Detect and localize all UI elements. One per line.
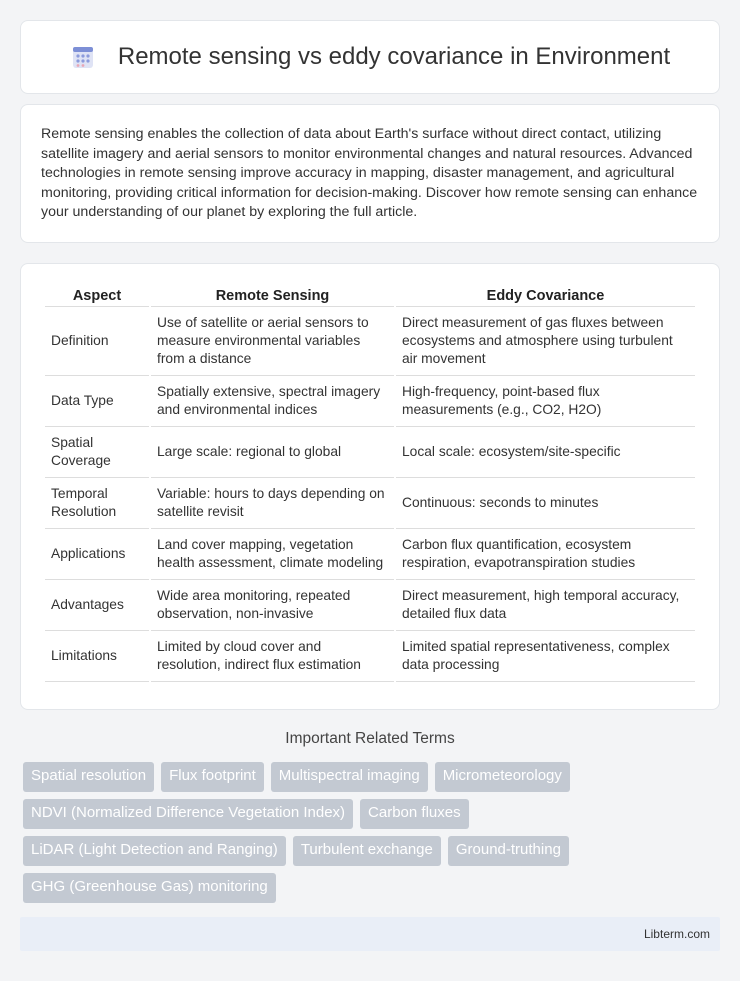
cell-remote-sensing: Variable: hours to days depending on satellite revisit bbox=[151, 478, 394, 529]
cell-eddy-covariance: Direct measurement, high temporal accuracy, detailed flux data bbox=[396, 580, 695, 631]
cell-remote-sensing: Use of satellite or aerial sensors to measure environmental variables from a distance bbox=[151, 307, 394, 376]
cell-aspect: Definition bbox=[45, 307, 149, 376]
related-term-tag[interactable]: LiDAR (Light Detection and Ranging) bbox=[23, 836, 286, 866]
column-header-remote-sensing: Remote Sensing bbox=[151, 284, 394, 307]
cell-eddy-covariance: Local scale: ecosystem/site-specific bbox=[396, 427, 695, 478]
cell-aspect: Temporal Resolution bbox=[45, 478, 149, 529]
related-term-tag[interactable]: Flux footprint bbox=[161, 762, 264, 792]
related-term-tag[interactable]: Spatial resolution bbox=[23, 762, 154, 792]
related-term-tag[interactable]: Turbulent exchange bbox=[293, 836, 441, 866]
document-icon bbox=[70, 44, 96, 70]
cell-aspect: Advantages bbox=[45, 580, 149, 631]
related-term-tag[interactable]: Micrometeorology bbox=[435, 762, 570, 792]
cell-aspect: Applications bbox=[45, 529, 149, 580]
page-title: Remote sensing vs eddy covariance in Environment bbox=[117, 43, 671, 70]
related-term-tag[interactable]: GHG (Greenhouse Gas) monitoring bbox=[23, 873, 276, 903]
table-row bbox=[45, 427, 695, 478]
cell-eddy-covariance: Limited spatial representativeness, complex data processing bbox=[396, 631, 695, 682]
related-term-tag[interactable]: Ground-truthing bbox=[448, 836, 569, 866]
related-term-tag[interactable]: Carbon fluxes bbox=[360, 799, 469, 829]
header-card bbox=[20, 20, 720, 94]
intro-card bbox=[20, 104, 720, 243]
comparison-table bbox=[43, 284, 697, 682]
table-row bbox=[45, 478, 695, 529]
intro-text: Remote sensing enables the collection of data about Earth's surface without direct contact, utilizing satellite imagery and aerial sensors to monitor environmental changes and natural resources. Advanced technologies in remote sensing improve accuracy in mapping, disaster management, and agricultural monitoring, providing critical information for decision-making. Discover how remote sensing can enhance your understanding of our planet by exploring the full article. bbox=[41, 126, 698, 221]
table-row bbox=[45, 529, 695, 580]
comparison-card bbox=[20, 263, 720, 710]
cell-eddy-covariance: High-frequency, point-based flux measurements (e.g., CO2, H2O) bbox=[396, 376, 695, 427]
column-header-eddy-covariance: Eddy Covariance bbox=[396, 284, 695, 307]
cell-aspect: Spatial Coverage bbox=[45, 427, 149, 478]
table-row bbox=[45, 631, 695, 682]
cell-aspect: Data Type bbox=[45, 376, 149, 427]
column-header-aspect: Aspect bbox=[45, 284, 149, 307]
cell-eddy-covariance: Direct measurement of gas fluxes between ecosystems and atmosphere using turbulent air movement bbox=[396, 307, 695, 376]
table-header-row bbox=[45, 284, 695, 307]
footer bbox=[20, 917, 720, 951]
table-row bbox=[45, 580, 695, 631]
cell-eddy-covariance: Carbon flux quantification, ecosystem respiration, evapotranspiration studies bbox=[396, 529, 695, 580]
cell-remote-sensing: Wide area monitoring, repeated observation, non-invasive bbox=[151, 580, 394, 631]
cell-remote-sensing: Spatially extensive, spectral imagery and environmental indices bbox=[151, 376, 394, 427]
related-terms-list bbox=[23, 762, 723, 903]
related-term-tag[interactable]: Multispectral imaging bbox=[271, 762, 428, 792]
cell-remote-sensing: Limited by cloud cover and resolution, indirect flux estimation bbox=[151, 631, 394, 682]
cell-aspect: Limitations bbox=[45, 631, 149, 682]
table-row bbox=[45, 307, 695, 376]
table-row bbox=[45, 376, 695, 427]
cell-remote-sensing: Large scale: regional to global bbox=[151, 427, 394, 478]
cell-remote-sensing: Land cover mapping, vegetation health assessment, climate modeling bbox=[151, 529, 394, 580]
footer-site-link[interactable]: Libterm.com bbox=[643, 927, 710, 941]
related-term-tag[interactable]: NDVI (Normalized Difference Vegetation Index) bbox=[23, 799, 353, 829]
related-terms-title: Important Related Terms bbox=[285, 730, 455, 747]
cell-eddy-covariance: Continuous: seconds to minutes bbox=[396, 478, 695, 529]
